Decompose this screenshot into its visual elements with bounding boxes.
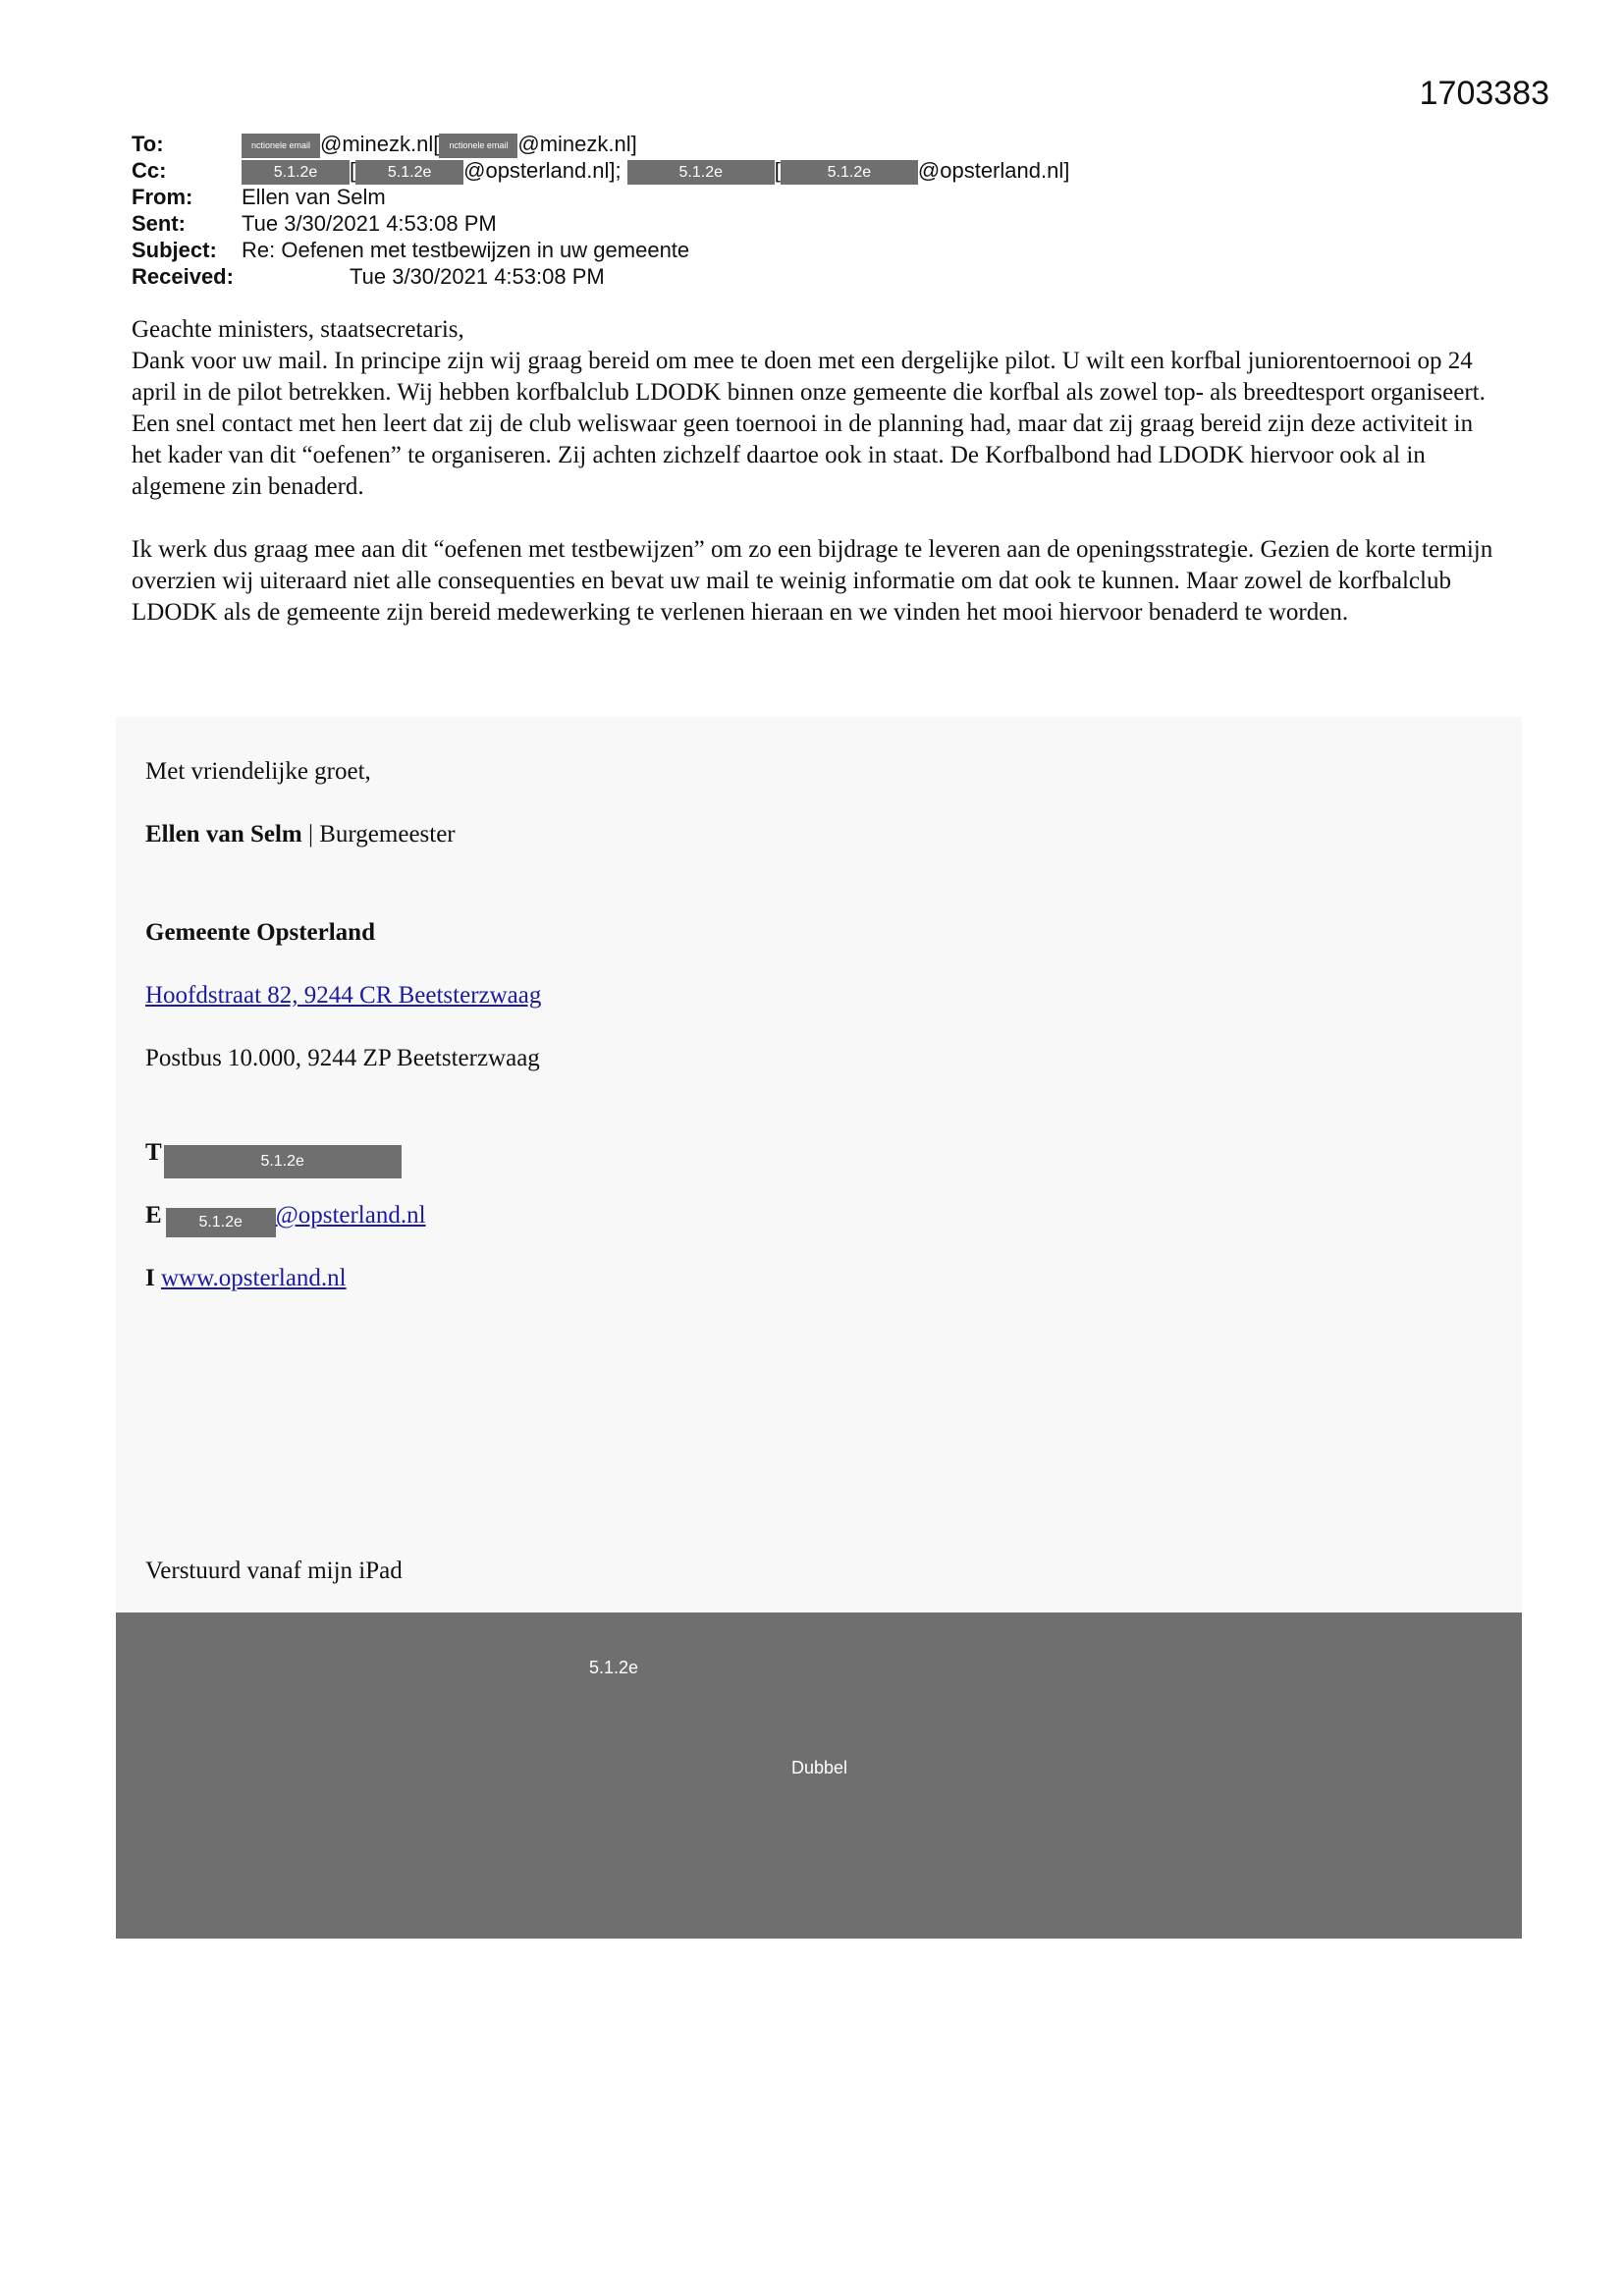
phone-line: [145, 1139, 402, 1178]
cc-value: [242, 157, 1069, 185]
to-domain: @minezk.nl[: [320, 132, 440, 156]
sent-value: Tue 3/30/2021 4:53:08 PM: [242, 211, 497, 236]
signature-role: | Burgemeester: [301, 821, 456, 847]
redaction-box: nctionele email: [242, 134, 320, 158]
cc-domain: @opsterland.nl]: [917, 158, 1070, 183]
address-link[interactable]: Hoofdstraat 82, 9244 CR Beetsterzwaag: [145, 982, 542, 1009]
redaction-box: 5.1.2e: [627, 160, 775, 185]
email-label: E: [145, 1202, 162, 1229]
received-label: Received:: [132, 264, 234, 289]
redaction-box: 5.1.2e: [355, 160, 463, 185]
cc-domain: @opsterland.nl];: [463, 158, 622, 183]
redaction-code: 5.1.2e: [589, 1658, 639, 1677]
to-value: [242, 131, 637, 158]
body-paragraph: Dank voor uw mail. In principe zijn wij graag bereid om mee te doen met een dergelijke pilot. U wilt een korfbal juniorentoernooi op 24 april in de pilot betrekken. Wij hebben korfbalclub LDODK binnen onze gemeente die korfbal als zowel top- als breedtesport organiseert. Een snel contact met hen leert dat zij de club weliswaar geen toernooi in de planning had, maar dat zij graag bereid zijn deze activiteit in het kader van dit “oefenen” te organiseren. Zij achten zichzelf daartoe ook in staat. De Korfbalbond had LDODK hiervoor ook al in algemene zin benaderd.: [132, 348, 1486, 500]
postbus: Postbus 10.000, 9244 ZP Beetsterzwaag: [145, 1045, 540, 1071]
redaction-box: 5.1.2e: [781, 160, 918, 185]
organization-name: Gemeente Opsterland: [145, 919, 375, 946]
salutation: Geachte ministers, staatsecretaris,: [132, 316, 464, 343]
email-body: [132, 314, 1506, 629]
cc-separator: [: [350, 158, 356, 183]
to-domain: @minezk.nl]: [517, 132, 637, 156]
redaction-box: nctionele email: [439, 134, 517, 158]
signature-name: Ellen van Selm: [145, 821, 302, 847]
subject-label: Subject:: [132, 238, 217, 262]
cc-separator: [: [774, 158, 781, 183]
redaction-box: 5.1.2e: [166, 1208, 276, 1237]
to-label: To:: [132, 132, 164, 156]
redacted-block: [116, 1613, 1522, 1939]
closing: Met vriendelijke groet,: [145, 758, 371, 785]
web-line: [145, 1265, 347, 1292]
subject-value: Re: Oefenen met testbewijzen in uw gemeente: [242, 238, 690, 262]
redaction-box: 5.1.2e: [164, 1145, 402, 1178]
website-link[interactable]: www.opsterland.nl: [160, 1265, 347, 1291]
email-line: [145, 1202, 426, 1237]
email-signature: [116, 717, 1522, 1613]
address-line: [145, 982, 541, 1010]
from-label: From:: [132, 185, 193, 209]
body-paragraph: Ik werk dus graag mee aan dit “oefenen met testbewijzen” om zo een bijdrage te leveren aan de openingsstrategie. Gezien de korte termijn overzien wij uiteraard niet alle consequenties en bevat uw mail te weinig informatie om dat ook te kunnen. Maar zowel de korfbalclub LDODK als de gemeente zijn bereid medewerking te verlenen hieraan en we vinden het mooi hiervoor benaderd te worden.: [132, 536, 1493, 626]
from-value: Ellen van Selm: [242, 185, 386, 209]
sent-label: Sent:: [132, 211, 186, 236]
web-label: I: [145, 1265, 155, 1291]
phone-label: T: [145, 1139, 162, 1166]
cc-label: Cc:: [132, 158, 167, 183]
received-value: Tue 3/30/2021 4:53:08 PM: [350, 264, 605, 289]
redaction-box: 5.1.2e: [242, 160, 350, 185]
signature-name-line: [145, 821, 456, 848]
document-id: 1703383: [1419, 75, 1549, 112]
redaction-label: Dubbel: [791, 1758, 848, 1777]
email-link[interactable]: @opsterland.nl: [275, 1202, 426, 1229]
sent-from-ipad: Verstuurd vanaf mijn iPad: [145, 1558, 403, 1584]
